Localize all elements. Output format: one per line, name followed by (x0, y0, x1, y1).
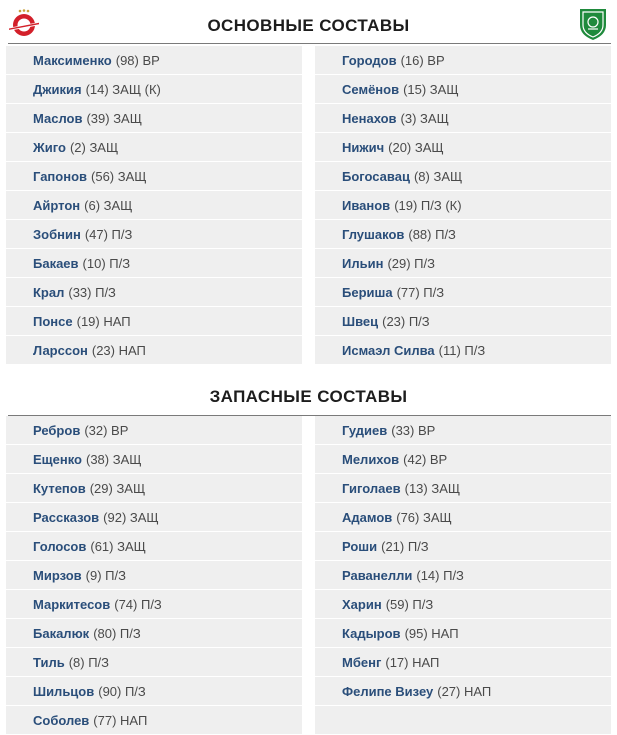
player-row (6, 133, 302, 161)
akhmat-logo-icon (578, 7, 608, 41)
player-row (315, 590, 611, 618)
player-row (315, 677, 611, 705)
player-info: (16) ВР (400, 52, 445, 68)
player-name[interactable]: Рассказов (33, 509, 100, 525)
player-row (6, 191, 302, 219)
substitutes-away-list (315, 416, 611, 735)
player-info: (3) ЗАЩ (400, 110, 449, 126)
player-row (315, 561, 611, 589)
player-name[interactable]: Бериша (342, 284, 393, 300)
player-name[interactable]: Максименко (33, 52, 112, 68)
player-name[interactable]: Мирзов (33, 567, 82, 583)
player-name[interactable]: Соболев (33, 712, 90, 728)
player-name[interactable]: Мелихов (342, 451, 400, 467)
player-name[interactable]: Ильин (342, 255, 384, 271)
player-info: (20) ЗАЩ (388, 139, 444, 155)
player-info: (74) П/З (114, 596, 162, 612)
player-info: (98) ВР (115, 52, 160, 68)
substitutes-home-list (6, 416, 302, 735)
player-row (6, 503, 302, 531)
player-info: (2) ЗАЩ (69, 139, 119, 155)
player-row (315, 249, 611, 277)
player-row (6, 648, 302, 676)
player-name[interactable]: Маркитесов (33, 596, 111, 612)
player-row (315, 162, 611, 190)
player-info: (77) НАП (93, 712, 148, 728)
player-row (6, 590, 302, 618)
player-info: (15) ЗАЩ (403, 81, 459, 97)
player-info: (10) П/З (82, 255, 131, 271)
player-name[interactable]: Раванелли (342, 567, 413, 583)
player-info: (95) НАП (404, 625, 459, 641)
player-row (315, 503, 611, 531)
starting-lineups-title: ОСНОВНЫЕ СОСТАВЫ (207, 16, 410, 35)
player-row (315, 75, 611, 103)
player-name[interactable]: Фелипе Визеу (342, 683, 434, 699)
player-info: (42) ВР (403, 451, 448, 467)
player-row (315, 648, 611, 676)
player-info: (9) П/З (85, 567, 126, 583)
player-name[interactable]: Жиго (33, 139, 66, 155)
player-info: (88) П/З (408, 226, 456, 242)
player-row (315, 416, 611, 444)
player-info: (17) НАП (385, 654, 440, 670)
player-info: (77) П/З (396, 284, 445, 300)
player-row (6, 706, 302, 734)
player-row (315, 307, 611, 335)
player-info: (38) ЗАЩ (86, 451, 142, 467)
player-row (6, 619, 302, 647)
substitutes-title: ЗАПАСНЫЕ СОСТАВЫ (209, 387, 408, 406)
player-row (6, 336, 302, 364)
player-name[interactable]: Бакаев (33, 255, 79, 271)
player-row (315, 278, 611, 306)
player-row (6, 104, 302, 132)
player-name[interactable]: Понсе (33, 313, 73, 329)
player-name[interactable]: Швец (342, 313, 379, 329)
header-divider (8, 43, 611, 44)
player-row (6, 416, 302, 444)
player-name[interactable]: Гиголаев (342, 480, 401, 496)
player-row (6, 278, 302, 306)
player-name[interactable]: Семёнов (342, 81, 400, 97)
player-row (315, 336, 611, 364)
player-row (6, 220, 302, 248)
empty-row (315, 706, 611, 734)
player-row (315, 474, 611, 502)
player-info: (13) ЗАЩ (404, 480, 461, 496)
player-info: (19) П/З (К) (394, 197, 462, 213)
player-row (6, 677, 302, 705)
player-info: (33) ВР (391, 422, 436, 438)
starting-home-list (6, 46, 302, 365)
player-name[interactable]: Харин (342, 596, 382, 612)
substitutes-header (0, 372, 617, 416)
player-info: (76) ЗАЩ (396, 509, 452, 525)
player-name[interactable]: Джикия (33, 81, 82, 97)
player-row (315, 532, 611, 560)
player-info: (39) ЗАЩ (86, 110, 142, 126)
player-info: (19) НАП (76, 313, 131, 329)
player-name[interactable]: Ещенко (33, 451, 82, 467)
player-name[interactable]: Тиль (33, 654, 65, 670)
player-name[interactable]: Зобнин (33, 226, 81, 242)
player-row (315, 619, 611, 647)
player-row (6, 474, 302, 502)
player-info: (32) ВР (84, 422, 129, 438)
player-info: (6) ЗАЩ (84, 197, 133, 213)
player-name[interactable]: Шильцов (33, 683, 95, 699)
player-name[interactable]: Кутепов (33, 480, 86, 496)
player-name[interactable]: Айртон (33, 197, 81, 213)
player-name[interactable]: Голосов (33, 538, 87, 554)
player-name[interactable]: Городов (342, 52, 397, 68)
player-info: (14) П/З (416, 567, 464, 583)
player-name[interactable]: Кадыров (342, 625, 401, 641)
player-row (315, 46, 611, 74)
player-row (315, 133, 611, 161)
player-name[interactable]: Бакалюк (33, 625, 90, 641)
player-row (6, 249, 302, 277)
player-name[interactable]: Ненахов (342, 110, 397, 126)
player-row (6, 561, 302, 589)
player-name[interactable]: Ребров (33, 422, 81, 438)
player-info: (27) НАП (437, 683, 492, 699)
player-row (315, 220, 611, 248)
player-info: (47) П/З (84, 226, 133, 242)
player-info: (61) ЗАЩ (90, 538, 146, 554)
player-name[interactable]: Гудиев (342, 422, 388, 438)
player-info: (90) П/З (98, 683, 146, 699)
player-name[interactable]: Адамов (342, 509, 393, 525)
player-name[interactable]: Мбенг (342, 654, 382, 670)
player-info: (8) П/З (68, 654, 109, 670)
player-info: (14) ЗАЩ (К) (85, 81, 161, 97)
player-row (315, 191, 611, 219)
player-name[interactable]: Богосавац (342, 168, 410, 184)
player-name[interactable]: Ларссон (33, 342, 88, 358)
player-info: (59) П/З (385, 596, 434, 612)
player-row (315, 445, 611, 473)
player-row (315, 104, 611, 132)
player-row (6, 162, 302, 190)
player-name[interactable]: Нижич (342, 139, 385, 155)
player-name[interactable]: Исмаэл Силва (342, 342, 435, 358)
starting-away-list (315, 46, 611, 365)
player-name[interactable]: Маслов (33, 110, 83, 126)
player-info: (33) П/З (68, 284, 116, 300)
player-name[interactable]: Иванов (342, 197, 391, 213)
player-info: (23) П/З (382, 313, 430, 329)
starting-lineups-header (0, 0, 617, 44)
player-info: (29) ЗАЩ (89, 480, 146, 496)
player-row (6, 75, 302, 103)
player-info: (23) НАП (91, 342, 146, 358)
player-name[interactable]: Глушаков (342, 226, 405, 242)
player-row (6, 307, 302, 335)
player-info: (56) ЗАЩ (91, 168, 147, 184)
player-info: (11) П/З (438, 342, 486, 358)
player-name[interactable]: Гапонов (33, 168, 88, 184)
player-row (6, 445, 302, 473)
player-row (6, 532, 302, 560)
player-info: (80) П/З (93, 625, 141, 641)
player-row (6, 46, 302, 74)
player-info: (21) П/З (381, 538, 429, 554)
player-info: (92) ЗАЩ (103, 509, 159, 525)
player-name[interactable]: Роши (342, 538, 378, 554)
player-name[interactable]: Крал (33, 284, 65, 300)
player-info: (8) ЗАЩ (413, 168, 463, 184)
player-info: (29) П/З (387, 255, 435, 271)
